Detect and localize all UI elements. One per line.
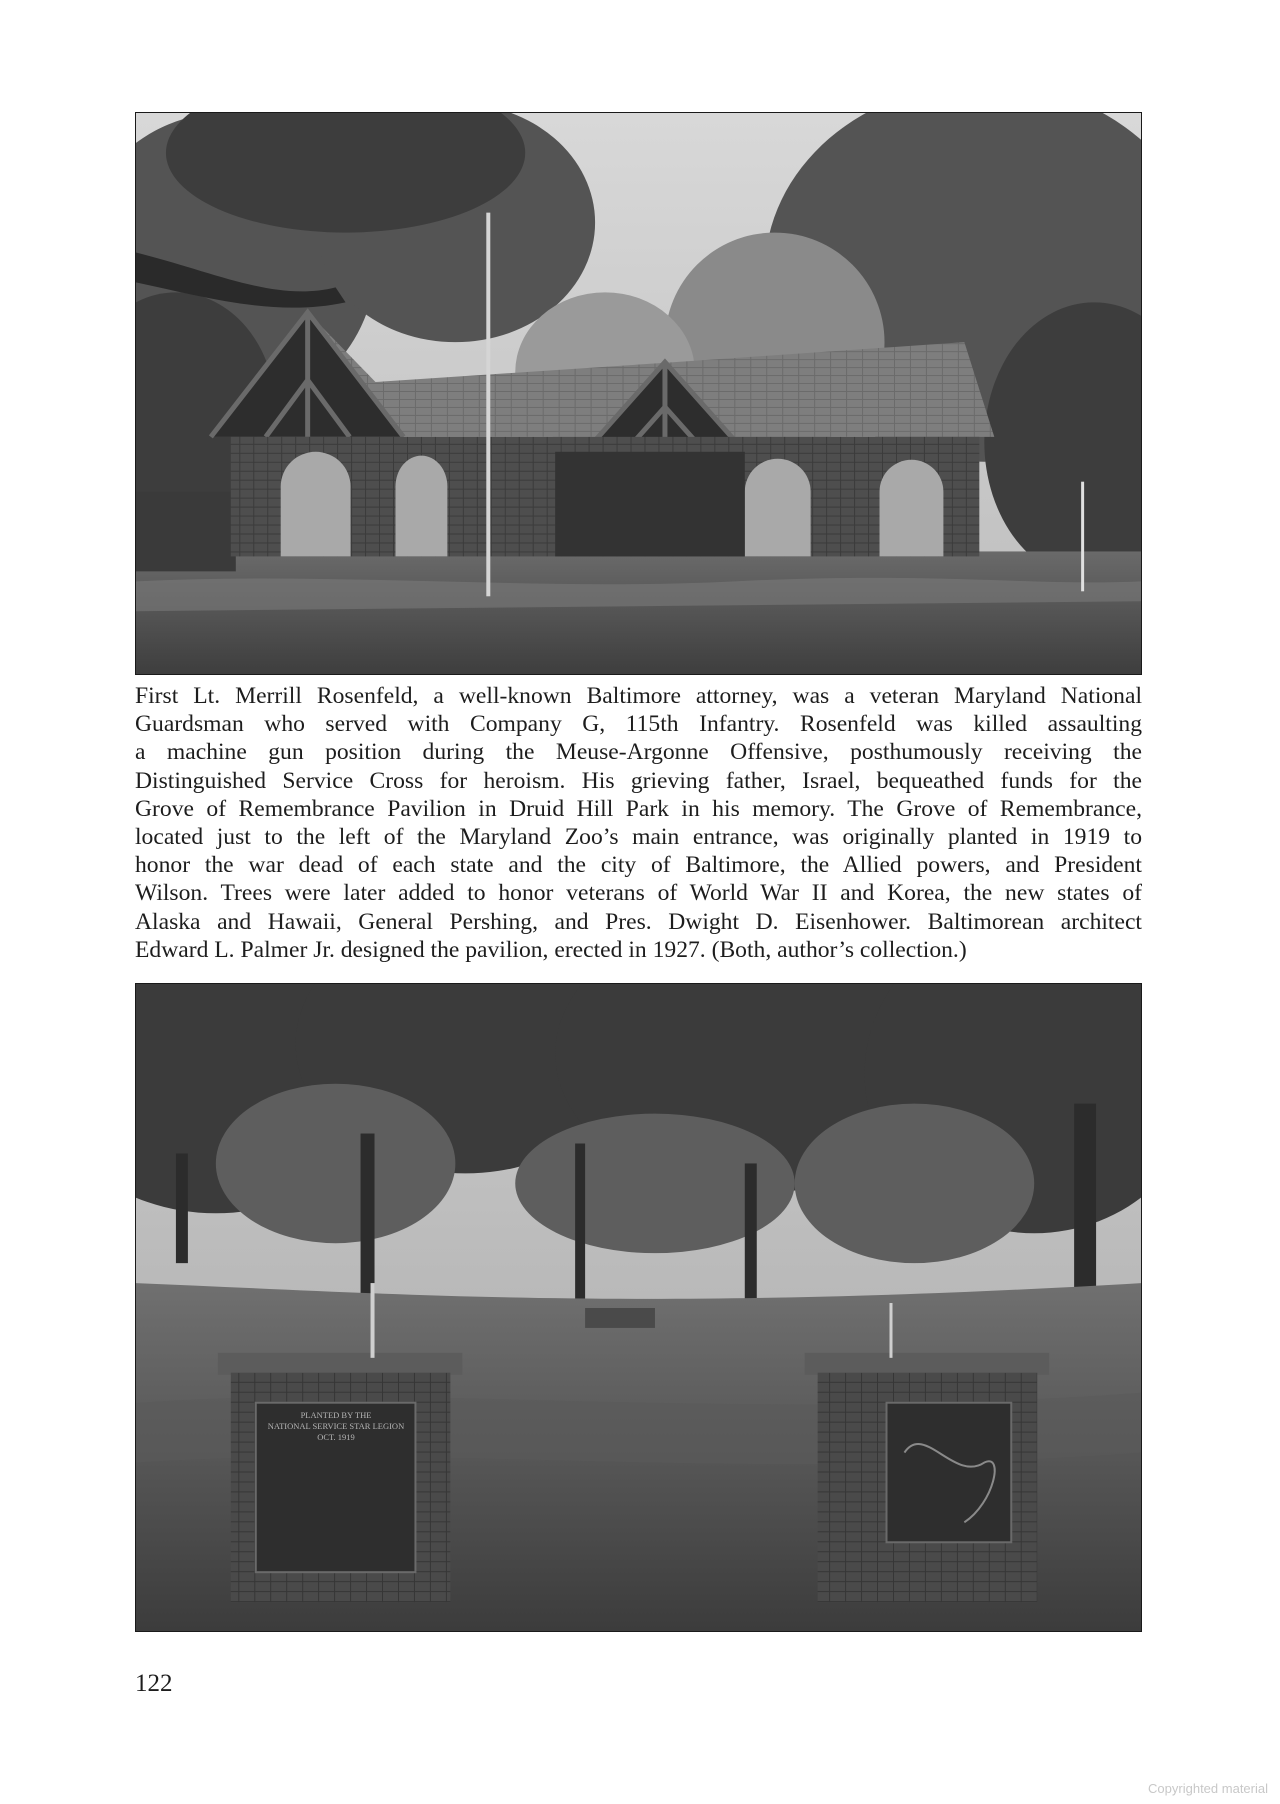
caption-line: honor the war dead of each state and the city of Baltimore, the Allied powers, and President (135, 852, 1142, 879)
photo-caption (135, 682, 1142, 964)
caption-line: Alaska and Hawaii, General Pershing, and Pres. Dwight D. Eisenhower. Baltimorean architect (135, 908, 1142, 935)
pillars-photo (135, 983, 1142, 1632)
page-number: 122 (135, 1670, 173, 1697)
plaque-line: OCT. 1919 (317, 1432, 355, 1442)
caption-line: Wilson. Trees were later added to honor veterans of World War II and Korea, the new states of (135, 880, 1142, 907)
plaque-line: NATIONAL SERVICE STAR LEGION (267, 1421, 405, 1431)
left-plaque-text (258, 1410, 414, 1443)
caption-line: Distinguished Service Cross for heroism. His grieving father, Israel, bequeathed funds for the (135, 767, 1142, 794)
caption-line: First Lt. Merrill Rosenfeld, a well-known Baltimore attorney, was a veteran Maryland National (135, 683, 1142, 709)
pillars-image (136, 984, 1141, 1631)
plaque-line: PLANTED BY THE (300, 1410, 372, 1420)
pavilion-image (136, 113, 1141, 674)
pavilion-photo (135, 112, 1142, 675)
caption-line: a machine gun position during the Meuse-Argonne Offensive, posthumously receiving the (135, 739, 1142, 766)
caption-line: Guardsman who served with Company G, 115th Infantry. Rosenfeld was killed assaulting (135, 711, 1142, 738)
caption-line: located just to the left of the Maryland Zoo’s main entrance, was originally planted in 1919 to (135, 824, 1142, 851)
caption-line: Edward L. Palmer Jr. designed the pavilion, erected in 1927. (Both, author’s collection.) (135, 936, 967, 963)
caption-line: Grove of Remembrance Pavilion in Druid Hill Park in his memory. The Grove of Remembrance, (135, 795, 1142, 822)
copyright-watermark: Copyrighted material (1148, 1781, 1268, 1796)
